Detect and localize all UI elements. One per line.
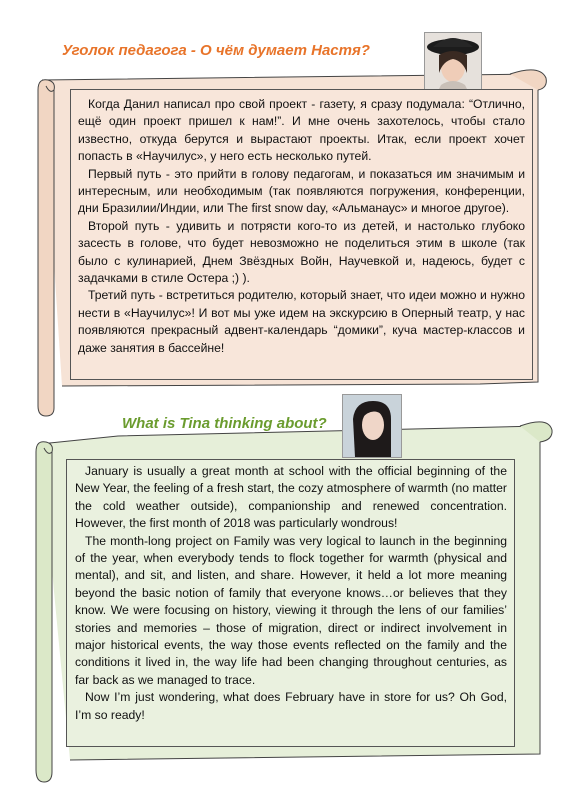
section-1-paragraph: Второй путь - удивить и потрясти кого-то из детей, и настолько глубоко засесть в голове, что будет невозможно не поделиться этим в школе (так было с кулинарией, Днем Звёздных Войн, Научевкой и, надеюсь, будет с задачками в стиле Остера ;) ). [78,218,525,286]
woman-portrait-icon [343,395,401,457]
section-1-body [78,96,525,357]
section-2-title: What is Tina thinking about? [122,415,327,432]
section-1-paragraph: Первый путь - это прийти в голову педагогам, и показаться им значимым и интересным, или необходимым (так появляются погружения, конференции, дни Бразилии/Индии, или The first snow day, «Альманаус» и многое другое). [78,166,525,216]
portrait-photo-nastya [424,32,482,94]
section-2-paragraph: January is usually a great month at school with the official beginning of the New Year, the feeling of a fresh start, the cozy atmosphere of warmth (no matter the cold weather outside), companionship and renewed concentration. However, the first month of 2018 was particularly wondrous! [75,464,507,531]
section-2-paragraph: The month-long project on Family was very logical to launch in the beginning of the year, when everybody tends to flock together for warmth (physical and mental), and sit, and listen, and share. However, it held a lot more meaning beyond the basic notion of family that everyone knows…or believes that they know. We were focusing on history, viewing it through the lens of our families’ stories and memories – those of migration, direct or indirect involvement in major historical events, the way those events reflected on the family and the conditions it lived in, the way life had been changing throughout centuries, as far back as we managed to trace. [75,533,507,687]
section-2-body [75,463,507,724]
pirate-hat-portrait-icon [425,33,481,93]
portrait-photo-tina [342,394,402,458]
section-2-paragraph: Now I’m just wondering, what does February have in store for us? Oh God, I’m so ready! [75,690,507,722]
section-1-title: Уголок педагога - О чём думает Настя? [62,42,370,59]
section-1-paragraph: Когда Данил написал про свой проект - газету, я сразу подумала: “Отлично, ещё один проект пришел к нам!”. И мне очень захотелось, чтобы стало известно, откуда берутся и вырастают проекты. Итак, если проект хочет попасть в «Научилус», у него есть несколько путей. [78,97,525,164]
section-1-paragraph: Третий путь - встретиться родителю, который знает, что идеи можно и нужно нести в «Научилус»! И вот мы уже идем на экскурсию в Оперный театр, у нас появляются прекрасный адвент-календарь “домики”, куча мастер-классов и даже занятия в бассейне! [78,288,525,355]
